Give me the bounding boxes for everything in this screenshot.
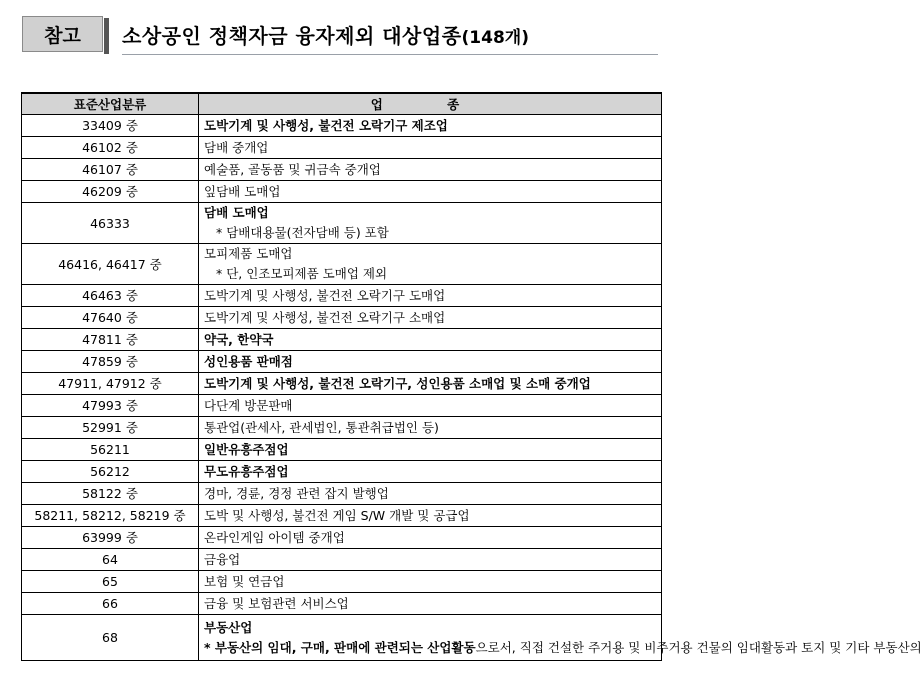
industry-name: 잎담배 도매업 xyxy=(204,183,281,199)
industry-description-cell xyxy=(199,571,662,593)
industry-description-cell xyxy=(199,373,662,395)
industry-name: 성인용품 판매점 xyxy=(204,353,293,369)
industry-code-cell: 46333 xyxy=(22,203,199,244)
table-row xyxy=(22,159,662,181)
page-header xyxy=(22,16,662,56)
industry-description-cell xyxy=(199,307,662,329)
industry-name: 금융 및 보험관련 서비스업 xyxy=(204,595,349,611)
table-row xyxy=(22,395,662,417)
industry-description-cell xyxy=(199,115,662,137)
industry-description-cell xyxy=(199,159,662,181)
table-row xyxy=(22,527,662,549)
table-row xyxy=(22,571,662,593)
industry-code-cell: 58211, 58212, 58219 중 xyxy=(22,505,199,527)
table-body xyxy=(22,115,922,661)
industry-note: * 담배대용물(전자담배 등) 포함 xyxy=(216,225,389,240)
industry-name: 도박기계 및 사행성, 불건전 오락기구 제조업 xyxy=(204,117,448,133)
industry-description-cell xyxy=(199,439,662,461)
industry-code-cell: 56212 xyxy=(22,461,199,483)
table-row xyxy=(22,307,662,329)
industry-note-text: 으로서, 직접 건설한 주거용 및 비주거용 건물의 임대활동과 토지 및 기타 부동산의 xyxy=(475,640,922,655)
industry-code-cell: 46102 중 xyxy=(22,137,199,159)
table-row xyxy=(22,505,662,527)
industry-note-emphasis: * 부동산의 임대, 구매, 판매에 관련되는 산업활동 xyxy=(204,640,476,655)
industry-description-cell xyxy=(199,417,662,439)
industry-description-cell xyxy=(199,329,662,351)
table-row xyxy=(22,593,662,615)
industry-code-cell: 65 xyxy=(22,571,199,593)
table-row xyxy=(22,373,662,395)
industry-code-cell: 47640 중 xyxy=(22,307,199,329)
industry-code-cell: 68 xyxy=(22,615,199,661)
tag-shadow xyxy=(104,18,109,54)
table-row xyxy=(22,417,662,439)
table-row xyxy=(22,203,662,244)
industry-code-cell: 66 xyxy=(22,593,199,615)
industry-name: 통관업(관세사, 관세법인, 통관취급법인 등) xyxy=(204,419,439,435)
industry-code-cell: 52991 중 xyxy=(22,417,199,439)
industry-name: 경마, 경륜, 경정 관련 잡지 발행업 xyxy=(204,485,389,501)
table-row xyxy=(22,181,662,203)
industry-code-cell: 47911, 47912 중 xyxy=(22,373,199,395)
industry-description-cell xyxy=(199,244,662,285)
industry-name: 모피제품 도매업 xyxy=(204,246,293,261)
table-row xyxy=(22,285,662,307)
column-header-industry-label: 업 종 xyxy=(370,97,490,112)
page-title-text: 소상공인 정책자금 융자제외 대상업종 xyxy=(122,24,462,48)
industry-description-cell xyxy=(199,285,662,307)
industry-name: 도박 및 사행성, 불건전 게임 S/W 개발 및 공급업 xyxy=(204,507,470,523)
industry-name: 다단계 방문판매 xyxy=(204,397,293,413)
industry-description-cell xyxy=(199,483,662,505)
industry-name: 일반유흥주점업 xyxy=(204,441,289,457)
table-header-row xyxy=(22,93,662,115)
industry-description-cell xyxy=(199,549,662,571)
table-row xyxy=(22,329,662,351)
table-row xyxy=(22,439,662,461)
industry-name: 부동산업 xyxy=(204,620,253,635)
industry-description-cell xyxy=(199,181,662,203)
table-row xyxy=(22,244,662,285)
industry-name: 담배 도매업 xyxy=(204,205,269,220)
industry-name: 도박기계 및 사행성, 불건전 오락기구 소매업 xyxy=(204,309,446,325)
industry-description-cell xyxy=(199,461,662,483)
industry-name: 금융업 xyxy=(204,551,241,567)
industry-note: * 단, 인조모피제품 도매업 제외 xyxy=(216,266,388,281)
table-row xyxy=(22,549,662,571)
industry-description-cell xyxy=(199,615,922,661)
excluded-industries-table xyxy=(21,92,922,661)
table-row xyxy=(22,483,662,505)
industry-code-cell: 47993 중 xyxy=(22,395,199,417)
table-row xyxy=(22,615,662,661)
industry-description-cell xyxy=(199,505,662,527)
industry-name: 약국, 한약국 xyxy=(204,331,274,347)
industry-code-cell: 47811 중 xyxy=(22,329,199,351)
industry-name: 온라인게임 아이템 중개업 xyxy=(204,529,345,545)
industry-code-cell: 46209 중 xyxy=(22,181,199,203)
industry-code-cell: 64 xyxy=(22,549,199,571)
industry-description-cell xyxy=(199,395,662,417)
page-title-count: (148개) xyxy=(461,28,529,48)
industry-code-cell: 46416, 46417 중 xyxy=(22,244,199,285)
industry-code-cell: 33409 중 xyxy=(22,115,199,137)
page-title xyxy=(122,20,529,49)
title-underline xyxy=(122,54,658,55)
industry-description-cell xyxy=(199,203,662,244)
industry-code-cell: 47859 중 xyxy=(22,351,199,373)
industry-name: 도박기계 및 사행성, 불건전 오락기구, 성인용품 소매업 및 소매 중개업 xyxy=(204,375,591,391)
industry-name: 무도유흥주점업 xyxy=(204,463,289,479)
industry-code-cell: 63999 중 xyxy=(22,527,199,549)
reference-tag: 참고 xyxy=(22,16,103,52)
table-row xyxy=(22,115,662,137)
industry-name: 담배 중개업 xyxy=(204,139,269,155)
table-row xyxy=(22,461,662,483)
table-row xyxy=(22,351,662,373)
industry-code-cell: 58122 중 xyxy=(22,483,199,505)
industry-code-cell: 46107 중 xyxy=(22,159,199,181)
industry-code-cell: 56211 xyxy=(22,439,199,461)
column-header-code: 표준산업분류 xyxy=(22,93,199,115)
industry-description-cell xyxy=(199,593,662,615)
industry-name: 예술품, 골동품 및 귀금속 중개업 xyxy=(204,161,381,177)
industry-name: 도박기계 및 사행성, 불건전 오락기구 도매업 xyxy=(204,287,446,303)
industry-note xyxy=(204,638,922,657)
industry-code-cell: 46463 중 xyxy=(22,285,199,307)
industry-description-cell xyxy=(199,351,662,373)
industry-description-cell xyxy=(199,137,662,159)
column-header-industry xyxy=(199,93,662,115)
industry-name: 보험 및 연금업 xyxy=(204,573,285,589)
table-row xyxy=(22,137,662,159)
industry-description-cell xyxy=(199,527,662,549)
